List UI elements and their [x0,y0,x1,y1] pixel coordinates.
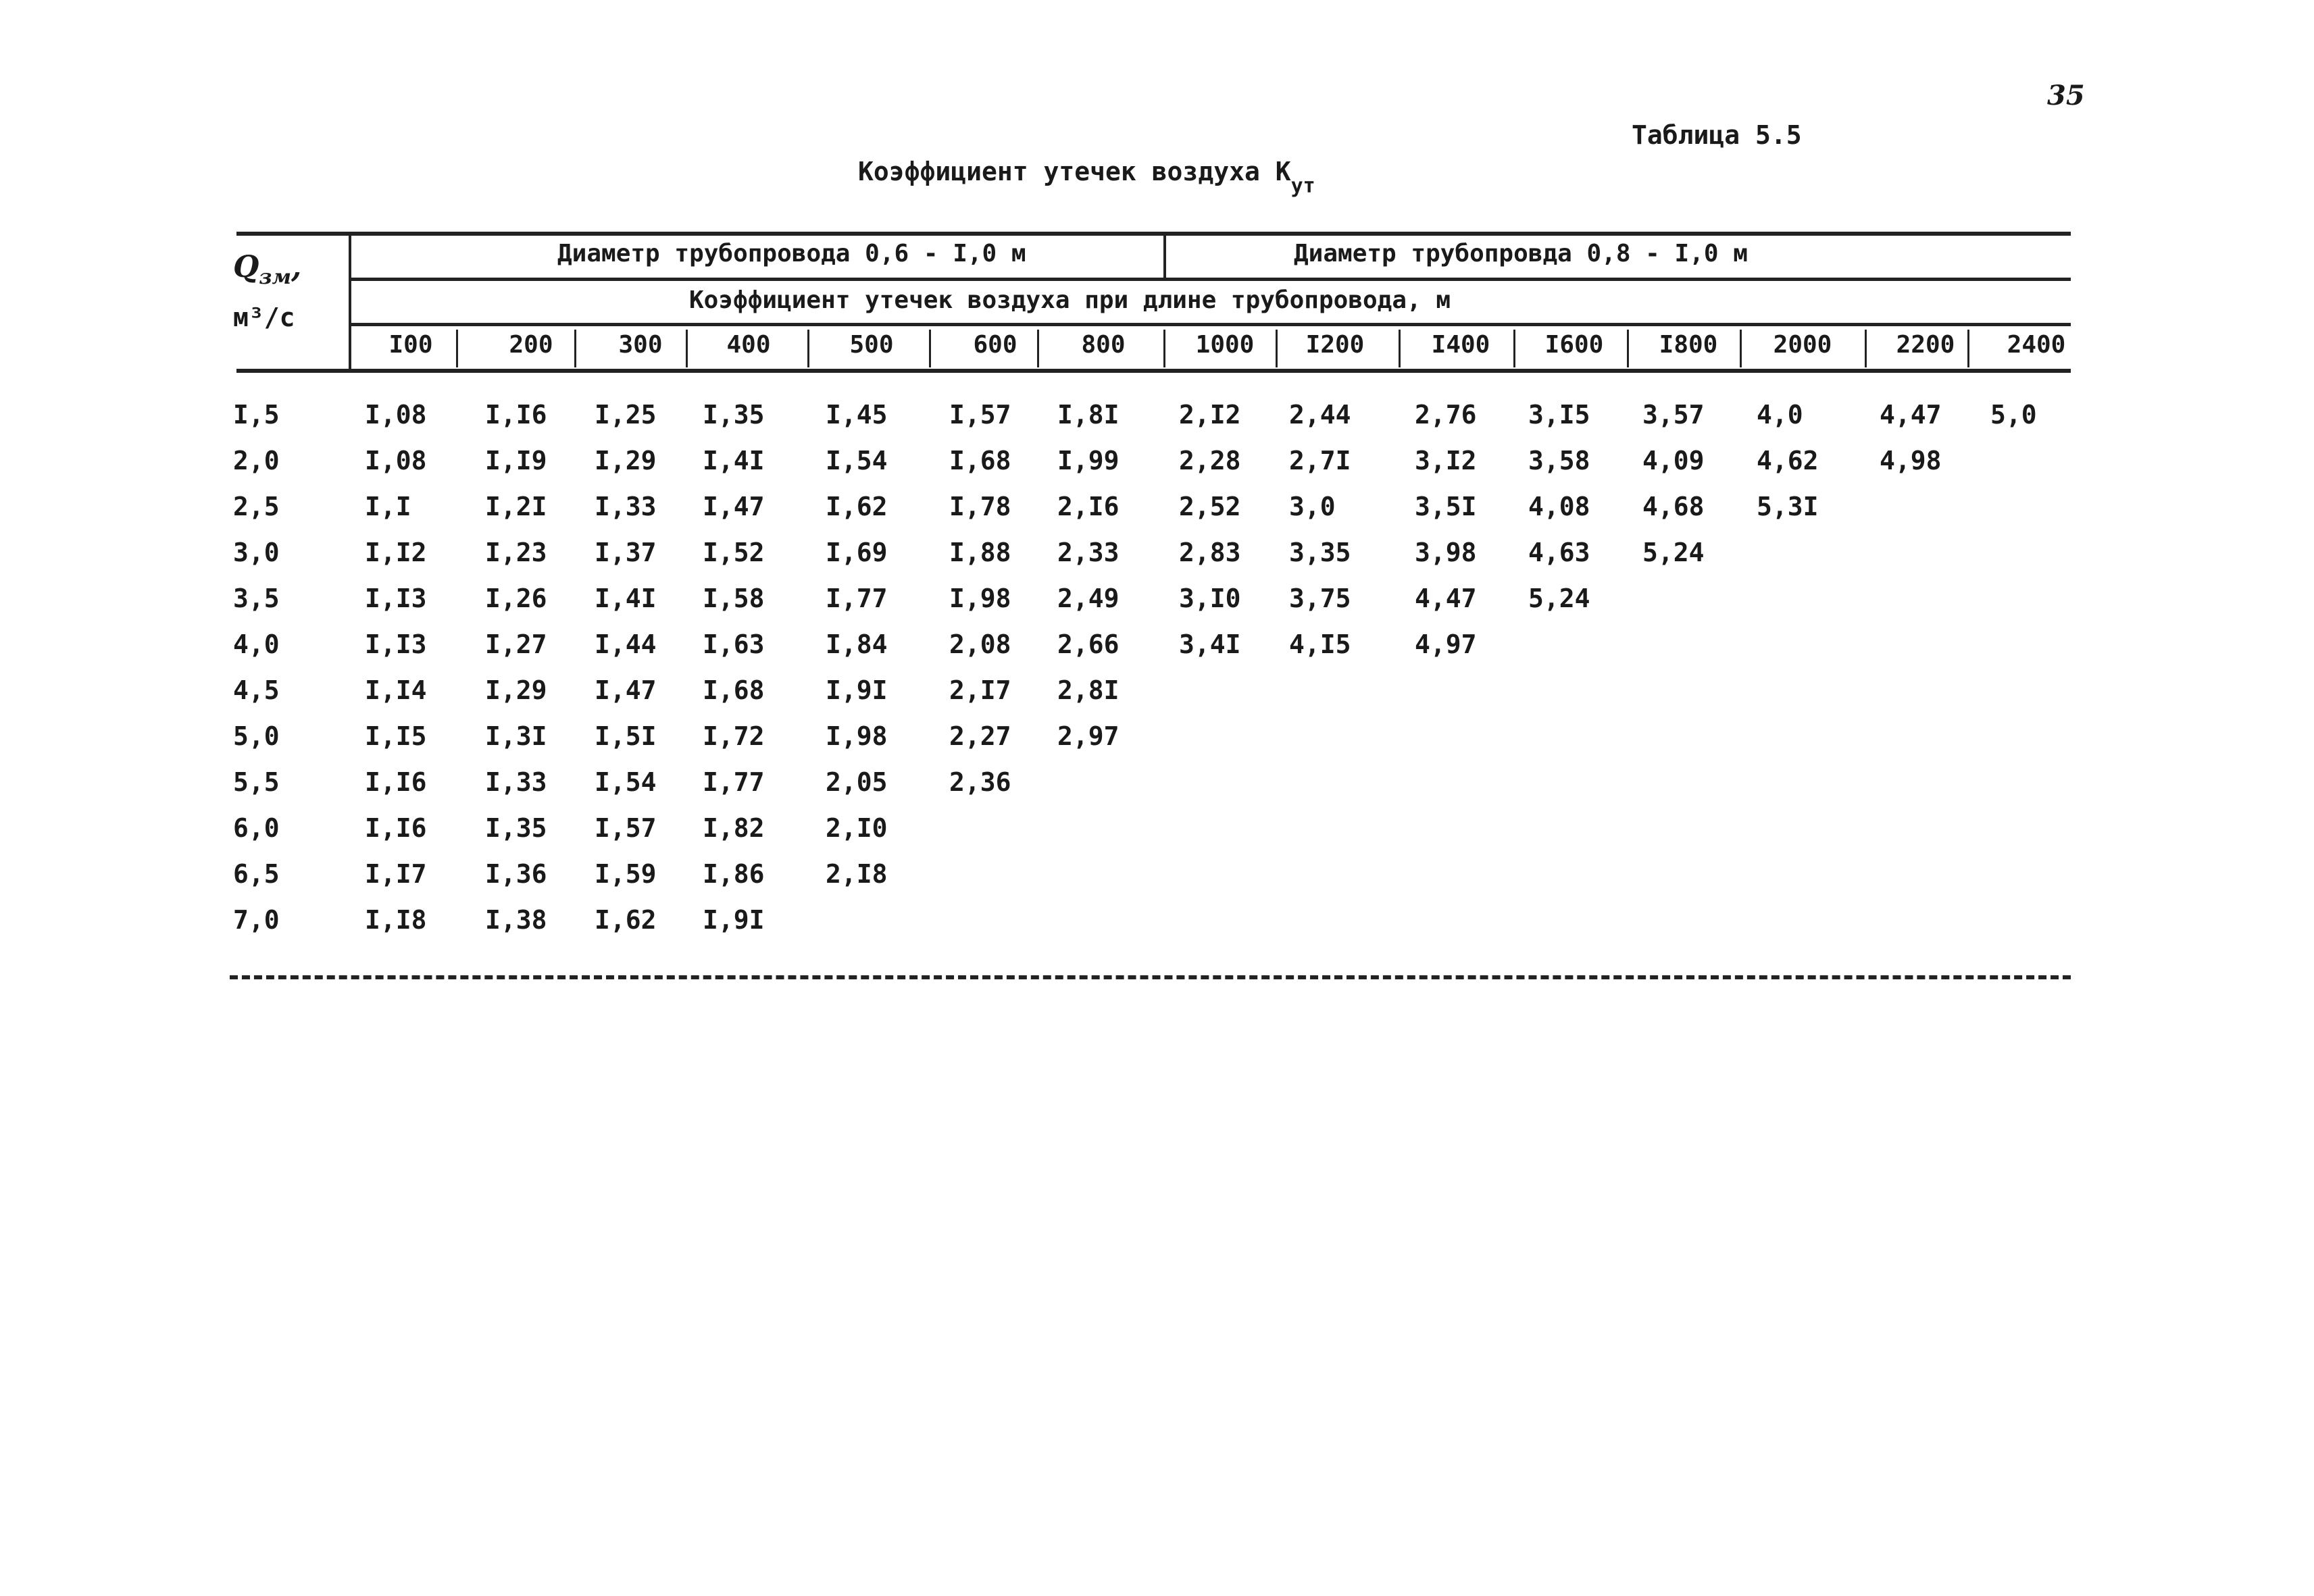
coefficient-cell: 4,97 [1415,629,1477,659]
coefficient-cell: I,33 [485,767,547,797]
coefficient-cell: 2,08 [949,629,1011,659]
flow-rate-cell: 3,5 [233,584,280,613]
coefficient-cell: 2,27 [949,721,1011,751]
flow-rate-cell: 5,5 [233,767,280,797]
coefficient-cell: 2,8I [1057,675,1120,705]
group-header-right: Диаметр трубопровда 0,8 - I,0 м [1294,240,1748,267]
coefficient-cell: I,47 [703,492,765,521]
flow-rate-letter: Q [233,250,259,284]
coefficient-cell: 3,35 [1289,538,1351,567]
coefficient-cell: I,54 [826,446,888,475]
coefficient-cell: I,I4 [365,675,427,705]
coefficient-cell: I,33 [595,492,657,521]
coefficient-cell: I,68 [703,675,765,705]
coefficient-cell: I,08 [365,446,427,475]
length-column-separator [807,330,809,367]
length-column-separator [1163,330,1165,367]
coefficient-cell: I,99 [1057,446,1120,475]
coefficient-cell: I,4I [703,446,765,475]
flow-rate-cell: 6,5 [233,859,280,889]
flow-rate-cell: 4,5 [233,675,280,705]
length-header-cell: 800 [1081,331,1126,359]
table-label: Таблица 5.5 [1632,120,1802,150]
coefficient-cell: 4,47 [1880,400,1942,430]
length-header-cell: 1000 [1195,331,1255,359]
coefficient-cell: 2,33 [1057,538,1120,567]
coefficient-cell: 2,28 [1179,446,1241,475]
flow-rate-cell: 6,0 [233,813,280,843]
coefficient-cell: 2,I0 [826,813,888,843]
coefficient-cell: I,77 [826,584,888,613]
coefficient-cell: 2,97 [1057,721,1120,751]
coefficient-cell: I,44 [595,629,657,659]
header-span-rule [350,323,2071,326]
length-header-cell: I600 [1544,331,1604,359]
coefficient-cell: I,I5 [365,721,427,751]
length-header-cell: I200 [1305,331,1365,359]
length-header-cell: I400 [1431,331,1490,359]
coefficient-cell: 3,0 [1289,492,1336,521]
table-title-subscript: ут [1290,174,1315,198]
coefficient-cell: I,I6 [485,400,547,430]
coefficient-cell: 2,05 [826,767,888,797]
header-group-separator [1163,234,1166,280]
coefficient-cell: 2,I6 [1057,492,1120,521]
coefficient-cell: 4,0 [1757,400,1803,430]
coefficient-cell: I,2I [485,492,547,521]
coefficient-cell: 4,62 [1757,446,1819,475]
coefficient-cell: I,57 [949,400,1011,430]
coefficient-cell: 2,52 [1179,492,1241,521]
coefficient-cell: I,88 [949,538,1011,567]
coefficient-cell: 5,24 [1642,538,1705,567]
length-column-separator [929,330,931,367]
coefficient-cell: I,62 [826,492,888,521]
coefficient-cell: 2,I8 [826,859,888,889]
coefficient-cell: I,77 [703,767,765,797]
coefficient-cell: I,I2 [365,538,427,567]
coefficient-cell: I,59 [595,859,657,889]
coefficient-cell: I,I6 [365,767,427,797]
coefficient-cell: 2,83 [1179,538,1241,567]
coefficient-cell: 3,5I [1415,492,1477,521]
group-header-left: Диаметр трубопровода 0,6 - I,0 м [557,240,1026,267]
coefficient-cell: I,45 [826,400,888,430]
coefficient-cell: I,23 [485,538,547,567]
coefficient-cell: 3,58 [1528,446,1590,475]
flow-rate-symbol [233,250,301,289]
length-header-cell: 400 [726,331,771,359]
coefficient-cell: I,68 [949,446,1011,475]
coefficient-cell: I,I8 [365,905,427,935]
table-title [858,157,1315,198]
coefficient-cell: 4,47 [1415,584,1477,613]
flow-rate-subscript: зм [259,265,291,289]
coefficient-cell: I,84 [826,629,888,659]
coefficient-cell: 5,24 [1528,584,1590,613]
header-top-rule [236,232,2071,236]
length-header-cell: I00 [388,331,433,359]
coefficient-cell: I,57 [595,813,657,843]
coefficient-cell: I,38 [485,905,547,935]
coefficient-cell: I,36 [485,859,547,889]
coefficient-cell: I,72 [703,721,765,751]
coefficient-cell: I,69 [826,538,888,567]
flow-rate-cell: 7,0 [233,905,280,935]
coefficient-cell: I,8I [1057,400,1120,430]
coefficient-cell: I,26 [485,584,547,613]
coefficient-cell: 3,75 [1289,584,1351,613]
coefficient-cell: 4,63 [1528,538,1590,567]
flow-rate-cell: 2,0 [233,446,280,475]
coefficient-cell: I,I [365,492,411,521]
coefficient-cell: I,I6 [365,813,427,843]
table-bottom-dashed-rule [230,975,2071,979]
flow-rate-cell: 2,5 [233,492,280,521]
length-header-cell: 2000 [1773,331,1832,359]
coefficient-cell: I,35 [485,813,547,843]
coefficient-cell: 2,I7 [949,675,1011,705]
coefficient-cell: I,62 [595,905,657,935]
coefficient-cell: I,I3 [365,629,427,659]
flow-rate-cell: I,5 [233,400,280,430]
coefficient-cell: I,63 [703,629,765,659]
coefficient-cell: I,I9 [485,446,547,475]
header-q-separator [349,232,351,371]
coefficient-cell: I,47 [595,675,657,705]
coefficient-cell: I,27 [485,629,547,659]
flow-rate-cell: 4,0 [233,629,280,659]
length-column-separator [1399,330,1401,367]
coefficient-cell: 3,57 [1642,400,1705,430]
table-title-text: Коэффициент утечек воздуха К [858,157,1291,186]
coefficient-cell: 3,I0 [1179,584,1241,613]
length-header-cell: 300 [618,331,663,359]
coefficient-cell: 3,I5 [1528,400,1590,430]
coefficient-cell: I,3I [485,721,547,751]
length-header-cell: 2400 [2007,331,2066,359]
flow-rate-cell: 5,0 [233,721,280,751]
coefficient-cell: I,98 [949,584,1011,613]
coefficient-cell: I,I7 [365,859,427,889]
length-column-separator [1865,330,1867,367]
coefficient-cell: 4,68 [1642,492,1705,521]
page-number: 35 [2047,80,2085,111]
coefficient-cell: I,9I [826,675,888,705]
flow-rate-unit: м³/с [233,303,295,332]
coefficient-cell: I,4I [595,584,657,613]
flow-rate-comma: , [291,250,302,284]
coefficient-cell: 3,I2 [1415,446,1477,475]
length-header-cell: 500 [849,331,894,359]
coefficient-cell: 2,36 [949,767,1011,797]
length-header-cell: 200 [509,331,553,359]
coefficient-cell: I,37 [595,538,657,567]
coefficient-cell: 2,44 [1289,400,1351,430]
span-header: Коэффициент утечек воздуха при длине трубопровода, м [689,286,1451,314]
coefficient-cell: I,08 [365,400,427,430]
coefficient-cell: 3,98 [1415,538,1477,567]
coefficient-cell: I,35 [703,400,765,430]
length-header-cell: 2200 [1896,331,1955,359]
coefficient-cell: 4,98 [1880,446,1942,475]
coefficient-cell: 4,08 [1528,492,1590,521]
coefficient-cell: I,82 [703,813,765,843]
coefficient-cell: I,78 [949,492,1011,521]
header-bottom-rule [236,369,2071,373]
coefficient-cell: I,54 [595,767,657,797]
coefficient-cell: I,86 [703,859,765,889]
length-header-cell: I800 [1659,331,1718,359]
coefficient-cell: 2,7I [1289,446,1351,475]
flow-rate-cell: 3,0 [233,538,280,567]
coefficient-cell: 3,4I [1179,629,1241,659]
coefficient-cell: 4,I5 [1289,629,1351,659]
coefficient-cell: 2,I2 [1179,400,1241,430]
coefficient-cell: I,5I [595,721,657,751]
coefficient-cell: I,98 [826,721,888,751]
coefficient-cell: I,58 [703,584,765,613]
coefficient-cell: I,I3 [365,584,427,613]
coefficient-cell: I,25 [595,400,657,430]
header-group-rule [350,278,2071,281]
coefficient-cell: 2,49 [1057,584,1120,613]
coefficient-cell: 5,0 [1990,400,2037,430]
coefficient-cell: 2,76 [1415,400,1477,430]
coefficient-cell: I,52 [703,538,765,567]
coefficient-cell: I,29 [595,446,657,475]
coefficient-cell: 2,66 [1057,629,1120,659]
length-header-cell: 600 [973,331,1017,359]
coefficient-cell: 5,3I [1757,492,1819,521]
coefficient-cell: I,9I [703,905,765,935]
coefficient-cell: 4,09 [1642,446,1705,475]
coefficient-cell: I,29 [485,675,547,705]
